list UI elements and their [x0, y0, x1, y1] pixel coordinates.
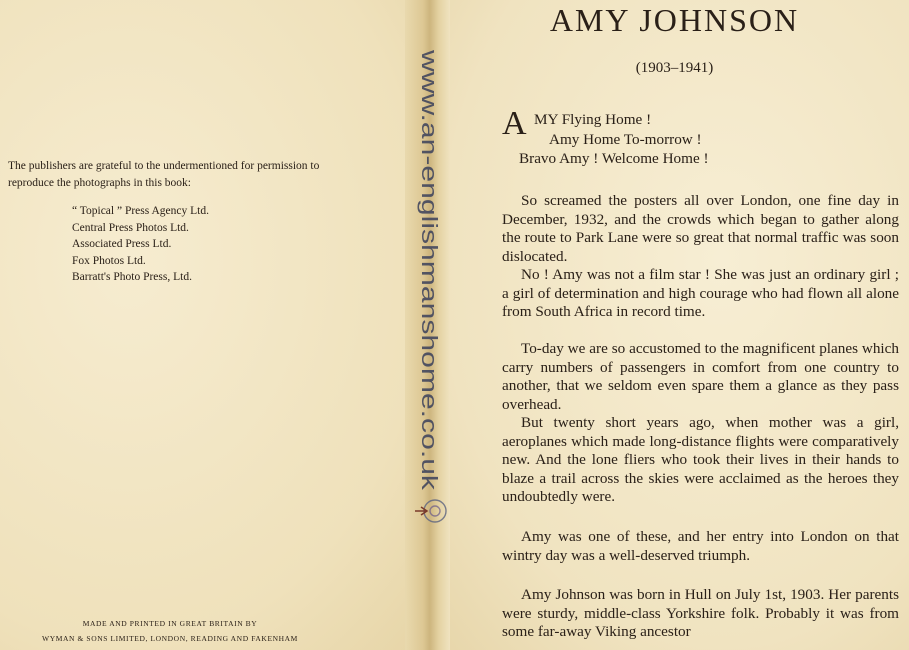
body-paragraph: No ! Amy was not a film star ! She was just an ordinary girl ; a girl of determination and high courage who had flown all alone from South Africa in record time. — [502, 266, 899, 320]
imprint-line: WYMAN & SONS LIMITED, LONDON, READING AND FAKENHAM — [42, 634, 298, 643]
body-paragraph: Amy was one of these, and her entry into London on that wintry day was a well-deserved triumph. — [502, 528, 899, 564]
body-paragraph: To-day we are so accustomed to the magnificent planes which carry numbers of passengers in comfort from one country to another, that we seldom even spare them a glance as they pass overhead. — [502, 340, 899, 413]
credit-item: Fox Photos Ltd. — [72, 254, 146, 267]
credit-item: “ Topical ” Press Agency Ltd. — [72, 205, 209, 217]
body-paragraph: Amy Johnson was born in Hull on July 1st, 1903. Her parents were sturdy, middle-class Yorkshire folk. Probably it was from some far-away Viking ancestor — [502, 586, 899, 640]
drop-cap: A — [502, 105, 527, 142]
watermark — [412, 50, 446, 510]
credit-item: Central Press Photos Ltd. — [72, 221, 189, 234]
poster-line: Amy Home To-morrow ! — [549, 131, 702, 148]
watermark-text: www.an-englishmanshome.co.uk — [417, 50, 442, 372]
imprint-line: MADE AND PRINTED IN GREAT BRITAIN BY — [82, 619, 258, 628]
credits-list — [72, 203, 209, 286]
printer-imprint — [0, 616, 340, 646]
credits-intro: The publishers are grateful to the undermentioned for permission to reproduce the photographs in this book: — [8, 160, 320, 189]
poster-line: MY Flying Home ! — [534, 111, 652, 128]
credit-item: Associated Press Ltd. — [72, 238, 172, 250]
body-paragraph: So screamed the posters all over London, one fine day in December, 1932, and the crowds which began to gather along the route to Park Lane were so great that normal traffic was soon dislocated. — [502, 192, 899, 265]
poster-line: Bravo Amy ! Welcome Home ! — [519, 150, 709, 167]
life-dates: (1903–1941) — [635, 60, 714, 76]
body-paragraph: But twenty short years ago, when mother was a girl, aeroplanes which made long-distance flights were comparatively new. And the lone fliers who took their lives in their hands to blaze a trail across the skies were acclaimed as the heroes they undoubtedly were. — [502, 414, 899, 505]
watermark-logo-icon — [413, 496, 449, 526]
chapter-title: AMY JOHNSON — [549, 2, 800, 38]
left-page — [0, 0, 430, 650]
credit-item: Barratt's Photo Press, Ltd. — [72, 271, 192, 283]
